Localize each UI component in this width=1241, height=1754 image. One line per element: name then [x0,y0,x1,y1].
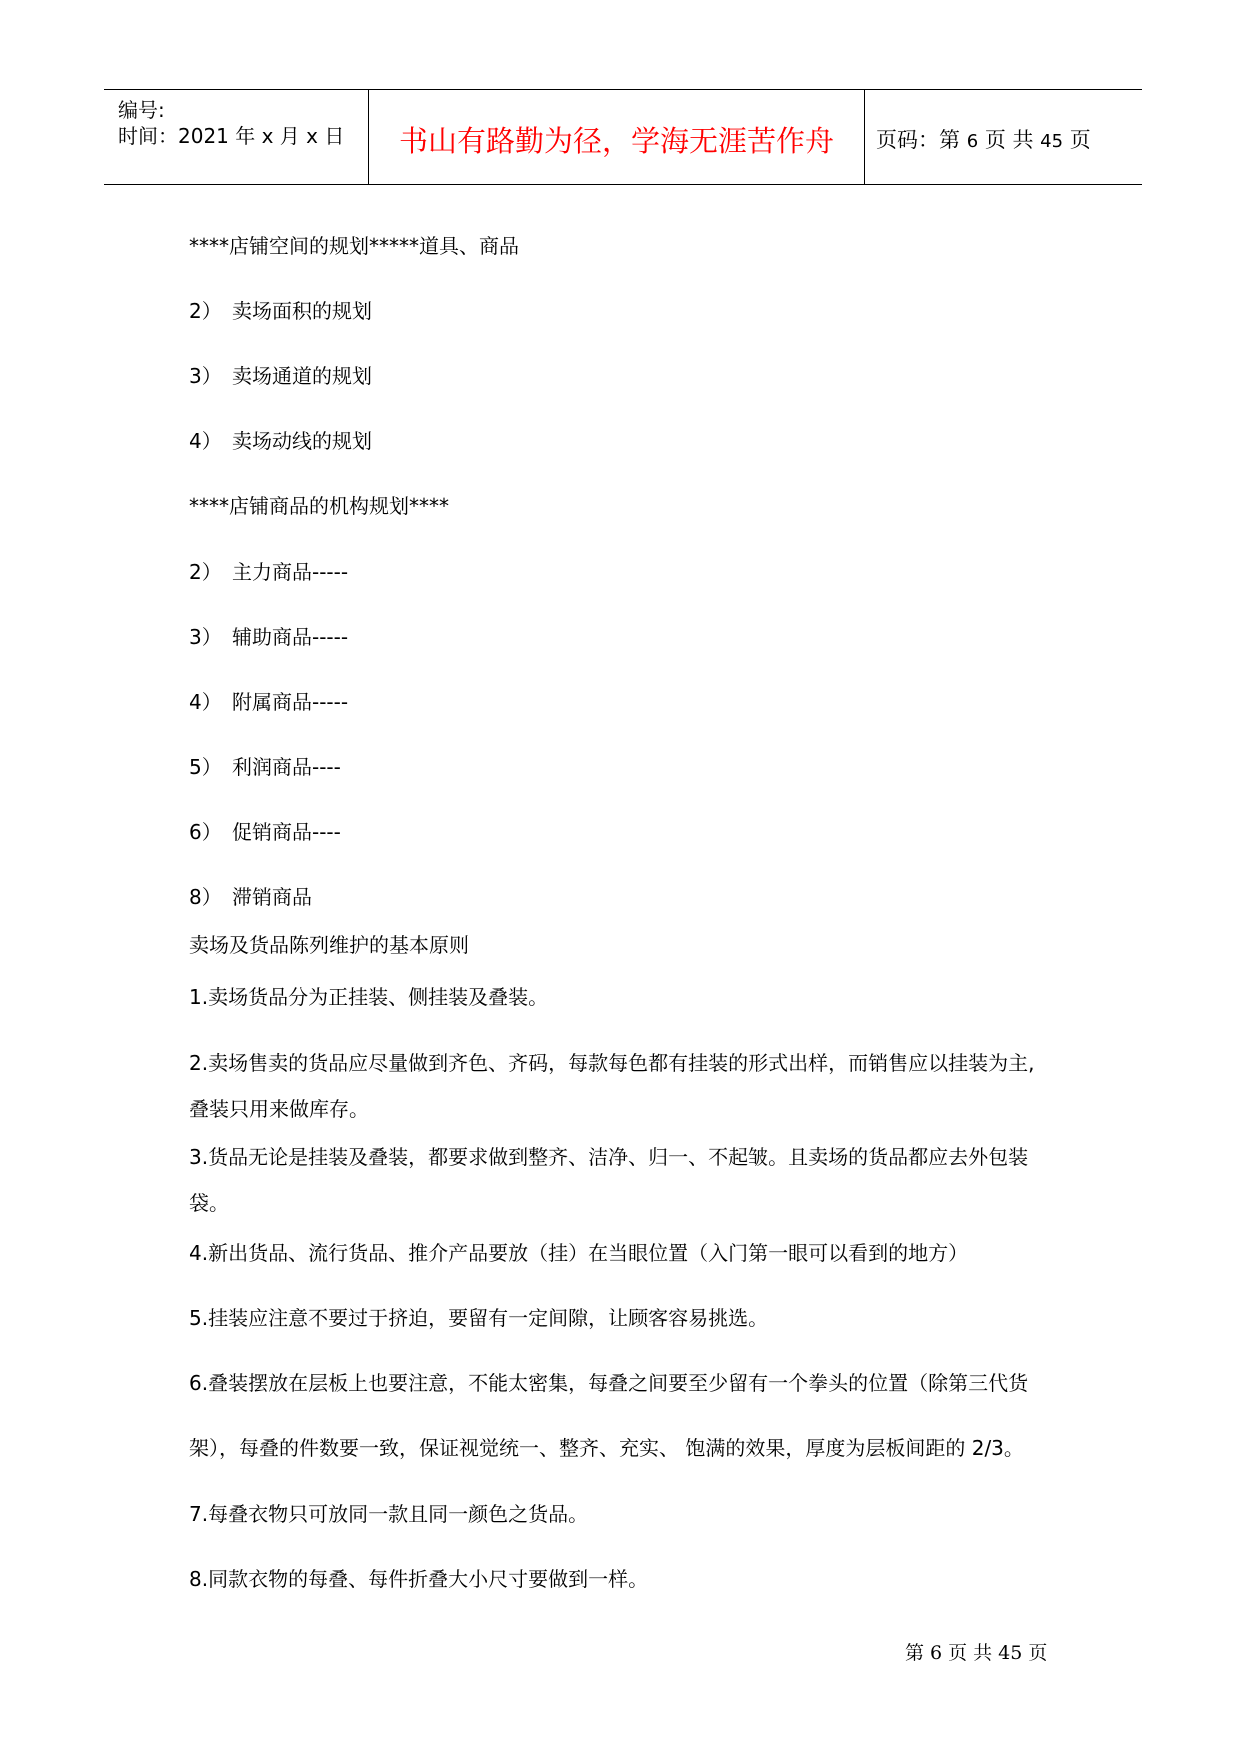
body-line-text: 架），每叠的件数要一致，保证视觉统一、整齐、充实、 饱满的效果，厚度为层板间距的 2/3。 [189,1436,1024,1460]
body-line-text: 促销商品---- [232,820,341,844]
body-line-text: 6.叠装摆放在层板上也要注意，不能太密集，每叠之间要至少留有一个拳头的位置（除第三代货 [189,1371,1029,1395]
body-line-text: 利润商品---- [232,755,341,779]
body-line-text: 1.卖场货品分为正挂装、侧挂装及叠装。 [189,985,549,1009]
header-page-info [876,124,1091,154]
page-current: 6 [966,131,979,152]
body-line [189,1436,1024,1460]
footer-page-current: 6 [930,1642,943,1664]
body-line-text: 3.货品无论是挂装及叠装，都要求做到整齐、洁净、归一、不起皱。且卖场的货品都应去外包装 [189,1145,1029,1169]
body-line [189,429,372,453]
list-number: 4） [189,429,222,453]
list-number: 2） [189,299,222,323]
body-line [189,690,348,714]
list-number: 3） [189,625,222,649]
body-line-text: 附属商品----- [232,690,349,714]
page-suffix: 页 [1063,128,1091,152]
body-line-text: 7.每叠衣物只可放同一款且同一颜色之货品。 [189,1502,589,1526]
list-number: 8） [189,885,222,909]
body-line [189,1567,648,1591]
footer-prefix: 第 [905,1642,925,1664]
header-motto-cell [369,90,865,184]
footer-page-total: 45 [998,1642,1023,1664]
body-line [189,1051,1034,1075]
body-line [189,1371,1028,1395]
document-number-label: 编号: [118,98,165,122]
body-line [189,1191,229,1215]
page-total: 45 [1040,131,1064,152]
body-line-text: ****店铺商品的机构规划**** [189,494,449,518]
header-page-cell [865,90,1142,184]
page-header [104,89,1142,185]
body-line-text: 滞销商品 [232,885,312,909]
body-line [189,494,449,518]
body-line-text: 卖场面积的规划 [232,299,372,323]
body-line-text: 4.新出货品、流行货品、推介产品要放（挂）在当眼位置（入门第一眼可以看到的地方） [189,1241,969,1265]
body-line-text: 卖场动线的规划 [232,429,372,453]
footer-suffix: 页 [1028,1642,1048,1664]
section-heading [189,933,469,957]
page-footer [905,1638,1047,1665]
body-line [189,885,312,909]
body-line-text: 8.同款衣物的每叠、每件折叠大小尺寸要做到一样。 [189,1567,649,1591]
list-number: 6） [189,820,222,844]
body-line-text: 辅助商品----- [232,625,349,649]
body-line [189,1097,369,1121]
body-line [189,1145,1028,1169]
header-info-cell [104,90,369,184]
document-time-label: 时间：2021 年 x 月 x 日 [118,124,345,148]
list-number: 5） [189,755,222,779]
body-line-text: 2.卖场售卖的货品应尽量做到齐色、齐码，每款每色都有挂装的形式出样，而销售应以挂装为主, [189,1051,1035,1075]
header-motto: 书山有路勤为径，学海无涯苦作舟 [398,124,834,158]
list-number: 3） [189,364,222,388]
body-line-text: 叠装只用来做库存。 [189,1097,369,1121]
list-number: 4） [189,690,222,714]
body-line-text: 5.挂装应注意不要过于挤迫，要留有一定间隙，让顾客容易挑选。 [189,1306,769,1330]
body-line [189,299,372,323]
body-line-text: 主力商品----- [232,560,349,584]
page-middle: 页 共 [978,128,1041,152]
body-line [189,985,548,1009]
body-line [189,234,519,258]
body-line [189,820,341,844]
body-line-text: 卖场及货品陈列维护的基本原则 [189,933,469,957]
body-line-text: 卖场通道的规划 [232,364,372,388]
footer-middle: 页 共 [948,1642,993,1664]
body-line [189,625,348,649]
page-prefix: 页码：第 [876,128,967,152]
body-line-text: 袋。 [189,1191,229,1215]
body-line [189,364,372,388]
body-line-text: ****店铺空间的规划*****道具、商品 [189,234,519,258]
body-line [189,560,348,584]
body-line [189,755,341,779]
body-line [189,1241,968,1265]
body-line [189,1502,588,1526]
list-number: 2） [189,560,222,584]
body-line [189,1306,768,1330]
